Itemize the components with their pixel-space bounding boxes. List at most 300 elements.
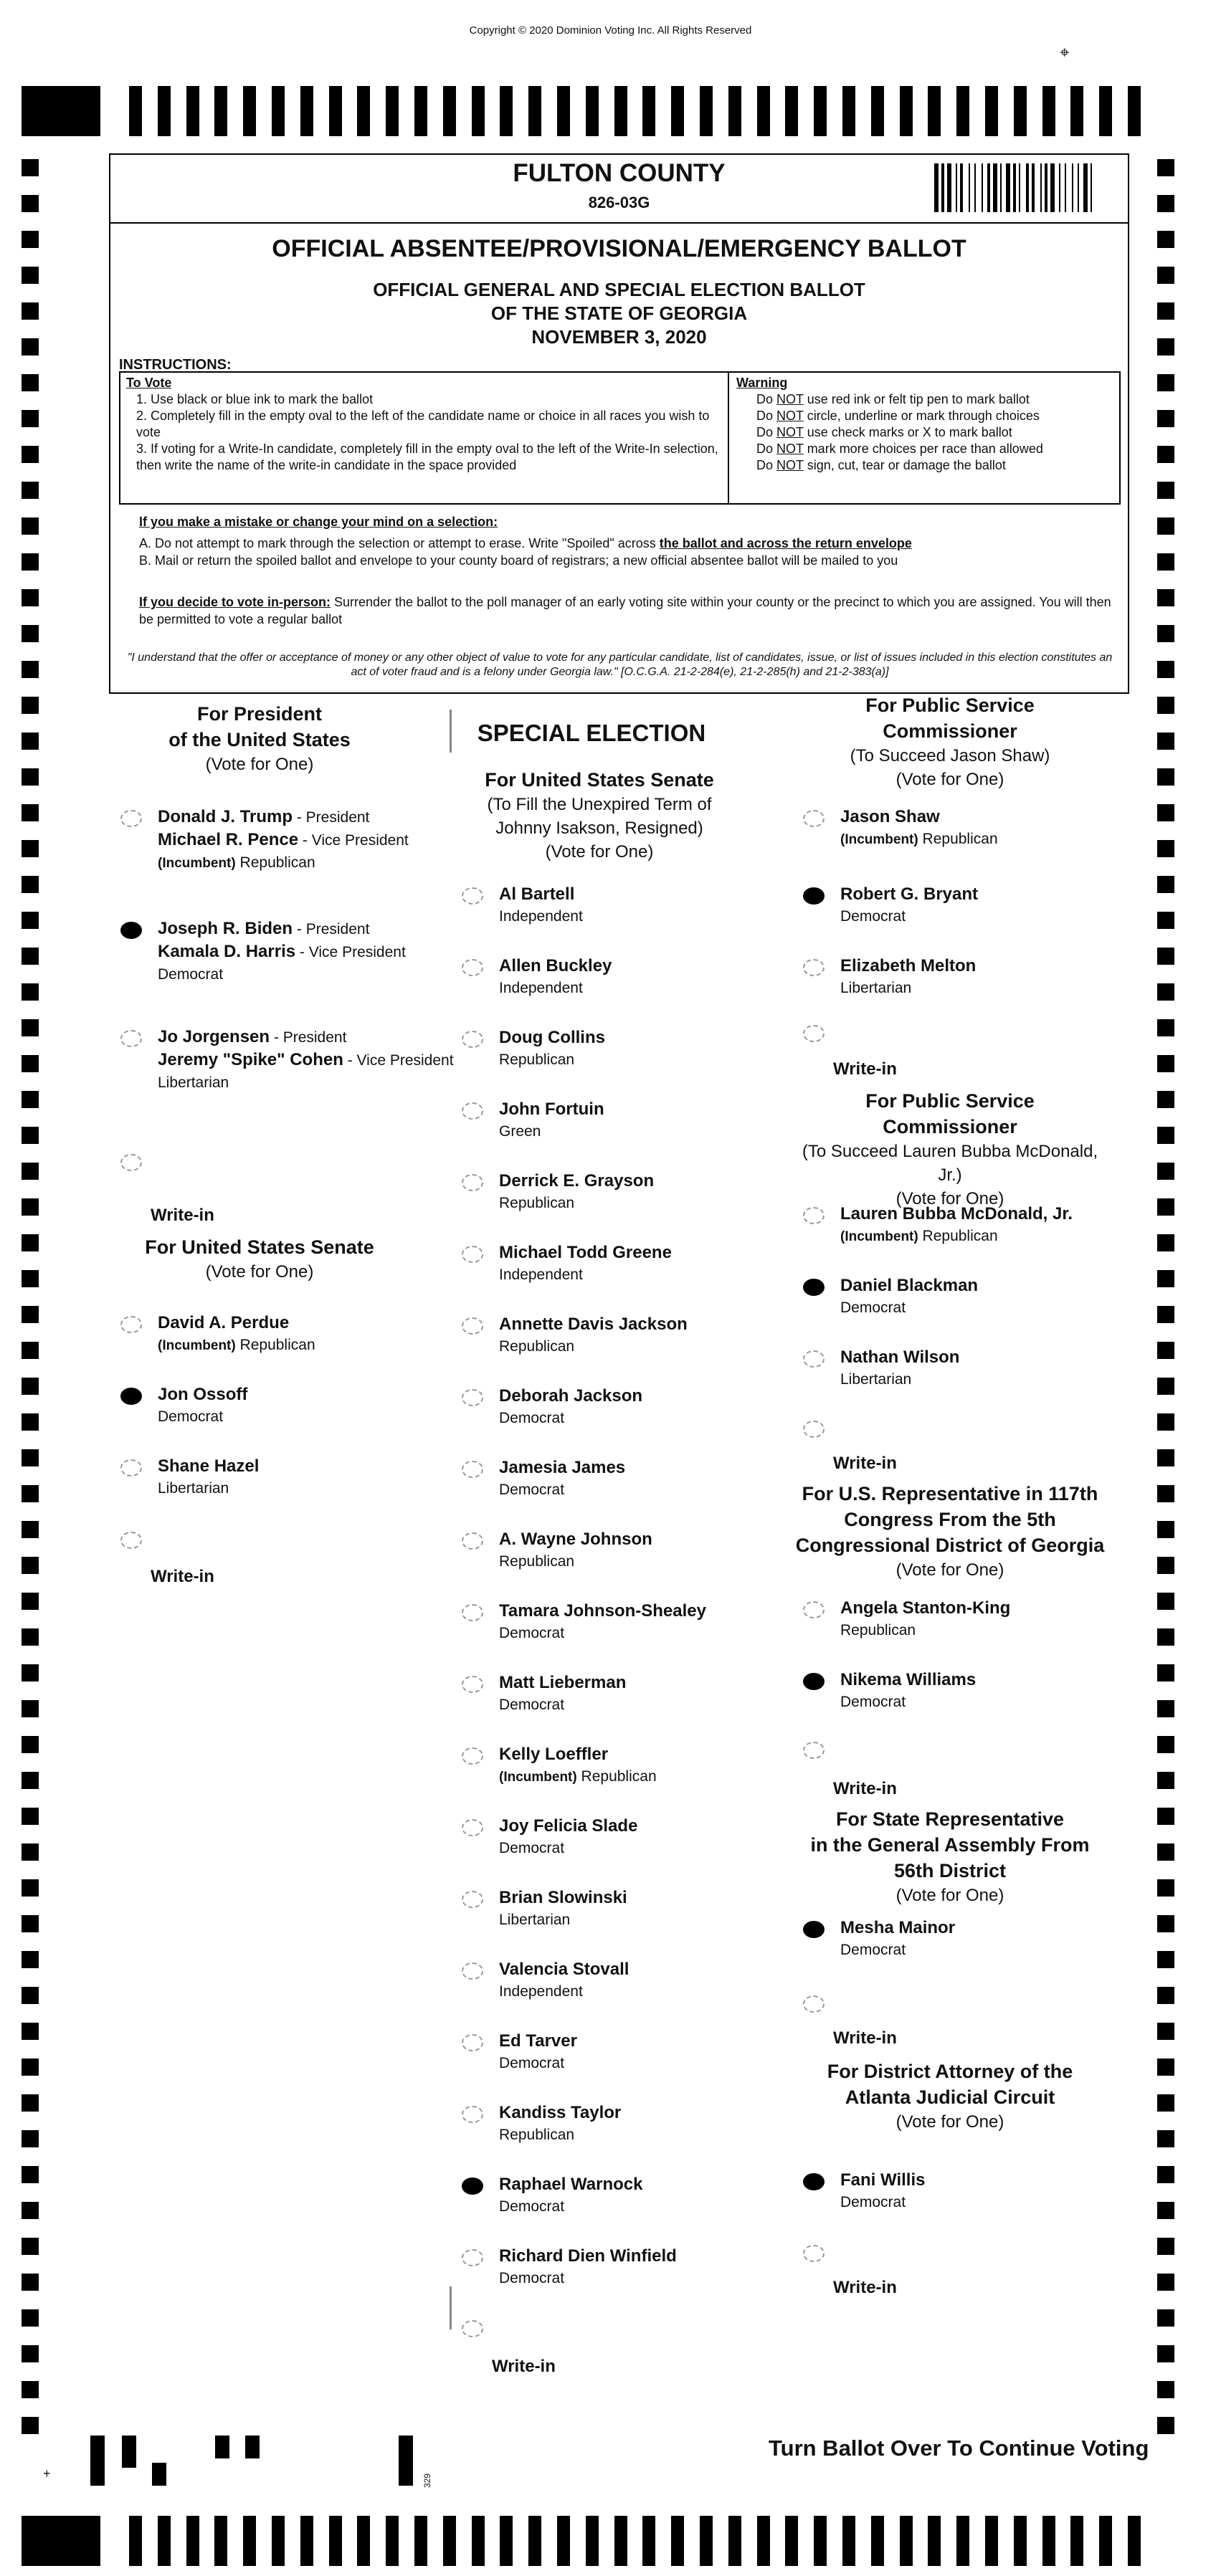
timing-mark: [22, 302, 39, 320]
candidate-name: Angela Stanton-King: [840, 1598, 1011, 1618]
timing-bar: [871, 86, 884, 136]
timing-bar: [928, 2516, 941, 2566]
timing-bar: [785, 86, 798, 136]
to-vote-instructions: To Vote 1. Use black or blue ink to mark the ballot 2. Completely fill in the empty oval to the left of the candidate name or choice in all races you wish to vote 3. If voting for a Write-In candidate, completely fill in the empty oval to the left of the Write-In selection, then write the name of the write-in candidate in the space provided: [120, 373, 729, 503]
timing-mark: [22, 1306, 39, 1323]
timing-marks-right: [1157, 159, 1174, 2431]
candidate-party: Democrat: [499, 1697, 565, 1713]
timing-bar: [129, 2516, 142, 2566]
timing-bar: [956, 2516, 969, 2566]
timing-mark: [1157, 661, 1174, 678]
candidate-party: Democrat: [499, 1840, 565, 1856]
barcode-bar: [969, 163, 970, 212]
candidate-name: Joy Felicia Slade: [499, 1816, 638, 1836]
candidate-party: Republican: [499, 1553, 575, 1570]
write-in-label[interactable]: Write-in: [833, 2278, 897, 2297]
candidate-label: [499, 1671, 626, 1716]
timing-bar: [528, 2516, 541, 2566]
candidate-party: (Incumbent) Republican: [840, 831, 998, 847]
write-in-label[interactable]: Write-in: [833, 1779, 897, 1798]
filled-oval[interactable]: [803, 1279, 825, 1296]
barcode-bar: [1072, 163, 1073, 212]
timing-mark: [1157, 1987, 1174, 2004]
candidate-label: [499, 1098, 604, 1142]
timing-mark: [122, 2436, 136, 2468]
write-in-oval[interactable]: [803, 1995, 825, 2013]
candidate-label: [499, 1026, 605, 1071]
timing-mark: [22, 625, 39, 642]
candidate-party: Democrat: [158, 966, 224, 983]
candidate-label: Jo Jorgensen - President Jeremy "Spike" Cohen - Vice President Libertarian: [158, 1026, 454, 1094]
candidate-label: [499, 883, 583, 927]
timing-mark: [1157, 1628, 1174, 1646]
timing-mark: [22, 1342, 39, 1359]
candidate-party: (Incumbent) Republican: [499, 1768, 657, 1785]
candidate-party: Independent: [499, 980, 583, 996]
timing-block: [22, 86, 100, 136]
empty-oval[interactable]: [462, 1676, 483, 1693]
incumbent-tag: (Incumbent): [158, 1338, 236, 1353]
write-in-oval[interactable]: [120, 1154, 142, 1171]
empty-oval[interactable]: [462, 959, 483, 976]
barcode-bar: [1059, 163, 1060, 212]
timing-mark: [22, 2345, 39, 2362]
timing-bar: [700, 2516, 713, 2566]
barcode-bar: [1065, 163, 1066, 212]
timing-bar: [243, 2516, 256, 2566]
timing-bar: [900, 86, 913, 136]
timing-mark: [22, 1772, 39, 1789]
candidate-label: [840, 1346, 959, 1390]
empty-oval[interactable]: [462, 1389, 483, 1406]
candidate-party: Independent: [499, 1266, 583, 1283]
write-in-oval[interactable]: [462, 2320, 483, 2337]
barcode-bar: [1000, 163, 1002, 212]
candidate-label: [499, 2102, 621, 2146]
write-in-label[interactable]: Write-in: [492, 2357, 556, 2376]
candidate-label: [499, 2030, 577, 2074]
timing-bar: [329, 2516, 342, 2566]
timing-mark: [1157, 1808, 1174, 1825]
ballot-code: 826-03G: [588, 194, 650, 211]
timing-mark: [1157, 338, 1174, 356]
timing-mark: [22, 876, 39, 893]
timing-mark: [1157, 553, 1174, 571]
candidate-party: (Incumbent) Republican: [158, 854, 315, 871]
race-title-senate: For United States Senate (Vote for One): [145, 1236, 374, 1282]
race-title-special_senate: For United States Senate (To Fill the Unexpired Term of Johnny Isakson, Resigned) (Vote for One): [485, 769, 714, 862]
candidate-party: Republican: [499, 2127, 575, 2143]
timing-mark: [1157, 2274, 1174, 2291]
filled-oval[interactable]: [803, 1921, 825, 1938]
incumbent-tag: (Incumbent): [840, 832, 918, 847]
timing-mark: [22, 267, 39, 284]
warning-item: Do NOT use check marks or X to mark ballot: [756, 425, 1012, 439]
empty-oval[interactable]: [462, 1962, 483, 1980]
write-in-label[interactable]: Write-in: [833, 1059, 897, 1079]
candidate-party: Democrat: [499, 2270, 565, 2286]
empty-oval[interactable]: [803, 1350, 825, 1368]
timing-mark: [90, 2436, 105, 2486]
timing-mark: [1157, 410, 1174, 427]
warning-item: Do NOT circle, underline or mark through choices: [756, 409, 1040, 423]
write-in-oval[interactable]: [120, 1532, 142, 1549]
barcode-bar: [960, 163, 963, 212]
timing-mark: [22, 697, 39, 714]
timing-mark: [22, 2094, 39, 2112]
timing-mark: [22, 231, 39, 248]
timing-mark: [1157, 697, 1174, 714]
barcode-bar: [1050, 163, 1055, 212]
timing-bar: [728, 86, 741, 136]
candidate-label: [499, 1600, 706, 1644]
empty-oval[interactable]: [462, 1604, 483, 1621]
timing-mark: [1157, 517, 1174, 535]
timing-mark: [1157, 267, 1174, 284]
candidate-name: Allen Buckley: [499, 956, 612, 975]
timing-mark: [22, 1163, 39, 1180]
warning-instructions: Warning Do NOT use red ink or felt tip pen to mark ballot Do NOT circle, underline or mark through choices Do NOT use check marks or X to mark ballot Do NOT mark more choices per race than allowed Do NOT sign, cut, tear or damage the ballot: [731, 373, 1119, 503]
copyright-notice: Copyright © 2020 Dominion Voting Inc. All Rights Reserved: [469, 24, 752, 37]
timing-mark: [1157, 1521, 1174, 1538]
timing-bar: [443, 2516, 456, 2566]
timing-mark: [22, 1987, 39, 2004]
timing-mark: [1157, 482, 1174, 499]
timing-mark: [1157, 2381, 1174, 2398]
timing-mark: [1157, 231, 1174, 248]
timing-mark: [22, 2417, 39, 2434]
candidate-label: [840, 1597, 1010, 1641]
timing-bar: [1099, 86, 1112, 136]
candidate-name: Jo Jorgensen: [158, 1027, 270, 1046]
candidate-name: Derrick E. Grayson: [499, 1171, 655, 1191]
timing-bar: [586, 2516, 599, 2566]
empty-oval[interactable]: [462, 1747, 483, 1765]
timing-mark: [1157, 589, 1174, 606]
timing-mark: [22, 1664, 39, 1681]
candidate-name: Ed Tarver: [499, 2031, 577, 2051]
timing-bar: [1099, 2516, 1112, 2566]
candidate-party: Democrat: [840, 908, 906, 925]
candidate-party: Republican: [499, 1195, 575, 1211]
timing-bar: [472, 2516, 485, 2566]
timing-bar: [871, 2516, 884, 2566]
candidate-name: Kelly Loeffler: [499, 1745, 609, 1764]
race-title-us_rep: For U.S. Representative in 117th Congress From the 5th Congressional District of Georgia (Vote for One): [795, 1483, 1105, 1580]
in-person-instructions: If you decide to vote in-person: Surrender the ballot to the poll manager of an early voting site within your county or the precinct to which you are assigned. You will then be permitted to vote a regular ballot: [139, 595, 1111, 626]
timing-mark: [22, 1628, 39, 1646]
timing-mark: [1157, 2417, 1174, 2434]
write-in-label[interactable]: Write-in: [151, 1206, 214, 1225]
filled-oval[interactable]: [462, 2177, 483, 2195]
incumbent-tag: (Incumbent): [840, 1229, 918, 1244]
empty-oval[interactable]: [462, 2034, 483, 2051]
candidate-label: [840, 1669, 976, 1713]
write-in-label[interactable]: Write-in: [833, 1454, 897, 1473]
candidate-name: A. Wayne Johnson: [499, 1530, 652, 1549]
timing-bar: [243, 86, 256, 136]
barcode-bar: [1006, 163, 1010, 212]
race-title-psc_shaw: For Public Service Commissioner (To Succeed Jason Shaw) (Vote for One): [850, 695, 1050, 789]
candidate-name: Fani Willis: [840, 2170, 926, 2190]
candidate-name: Brian Slowinski: [499, 1888, 627, 1907]
timing-mark: [22, 1808, 39, 1825]
empty-oval[interactable]: [462, 1317, 483, 1335]
timing-mark: [22, 2381, 39, 2398]
candidate-label: [840, 806, 998, 851]
barcode-bar: [974, 163, 976, 212]
candidate-label: [840, 1203, 1073, 1248]
timing-mark: [22, 733, 39, 750]
empty-oval[interactable]: [462, 1461, 483, 1478]
timing-mark: [1157, 1879, 1174, 1897]
candidate-name: Donald J. Trump: [158, 807, 293, 826]
timing-mark: [22, 1879, 39, 1897]
timing-mark: [1157, 1019, 1174, 1036]
timing-bar: [1128, 2516, 1141, 2566]
timing-mark: [22, 2059, 39, 2076]
candidate-party: Republican: [840, 1622, 916, 1638]
empty-oval[interactable]: [462, 1174, 483, 1191]
timing-mark: [1157, 1378, 1174, 1395]
timing-mark: [22, 1485, 39, 1502]
empty-oval[interactable]: [803, 810, 825, 827]
empty-oval[interactable]: [462, 1532, 483, 1550]
barcode-bar: [993, 163, 997, 212]
candidate-label: [840, 1274, 978, 1319]
candidate-label: [499, 1958, 629, 2003]
instructions-table: [119, 371, 1121, 505]
empty-oval[interactable]: [462, 1102, 483, 1120]
empty-oval[interactable]: [462, 1819, 483, 1836]
timing-bar: [842, 2516, 855, 2566]
timing-mark: [1157, 2309, 1174, 2327]
timing-bar: [956, 86, 969, 136]
sheet-number: 329: [422, 2473, 433, 2489]
timing-bar: [614, 86, 627, 136]
timing-mark: [1157, 1593, 1174, 1610]
timing-mark: [22, 482, 39, 499]
timing-bar: [186, 86, 199, 136]
candidate-name: Kandiss Taylor: [499, 2103, 622, 2122]
timing-mark: [1157, 2345, 1174, 2362]
candidate-label: [499, 955, 612, 999]
timing-mark: [1157, 446, 1174, 463]
candidate-name: Jamesia James: [499, 1458, 626, 1477]
race-title-state_rep: For State Representative in the General Assembly From 56th District (Vote for One): [810, 1808, 1090, 1905]
empty-oval[interactable]: [462, 887, 483, 905]
timing-mark: [1157, 1342, 1174, 1359]
column-divider: [450, 2286, 452, 2329]
filled-oval[interactable]: [803, 2173, 825, 2190]
candidate-party: Democrat: [840, 2194, 906, 2210]
timing-mark: [22, 589, 39, 606]
empty-oval[interactable]: [803, 959, 825, 976]
candidate-label: [158, 1383, 247, 1428]
warning-item: Do NOT use red ink or felt tip pen to mark ballot: [756, 392, 1030, 406]
candidate-name: Matt Lieberman: [499, 1673, 627, 1692]
write-in-oval[interactable]: [803, 1742, 825, 1759]
timing-mark: [22, 1234, 39, 1251]
barcode-bar: [1078, 163, 1079, 212]
timing-mark: [1157, 2094, 1174, 2112]
column-divider: [450, 710, 452, 753]
timing-mark: [22, 1413, 39, 1431]
barcode-bar: [1040, 163, 1042, 212]
timing-mark: [22, 1951, 39, 1968]
timing-bar: [158, 2516, 171, 2566]
candidate-party: Republican: [499, 1338, 575, 1355]
candidate-label: [840, 955, 976, 999]
candidate-party: Independent: [499, 908, 583, 925]
timing-block: [22, 2516, 100, 2566]
barcode-bar: [1032, 163, 1035, 212]
timing-bar: [728, 2516, 741, 2566]
candidate-party: Libertarian: [158, 1480, 229, 1497]
timing-bar: [500, 2516, 513, 2566]
timing-mark: [1157, 1163, 1174, 1180]
timing-bar: [1128, 86, 1141, 136]
timing-mark: [1157, 1127, 1174, 1144]
timing-bar: [1014, 2516, 1027, 2566]
timing-bar: [414, 86, 427, 136]
candidate-party: Libertarian: [499, 1912, 571, 1928]
instruction-item: 1. Use black or blue ink to mark the ballot: [136, 392, 374, 406]
barcode-bar: [934, 163, 939, 212]
timing-bar: [158, 86, 171, 136]
candidate-party: Libertarian: [840, 1371, 912, 1388]
empty-oval[interactable]: [120, 1030, 142, 1047]
filled-oval[interactable]: [803, 1673, 825, 1690]
candidate-name: David A. Perdue: [158, 1313, 290, 1332]
candidate-party: (Incumbent) Republican: [840, 1228, 998, 1244]
timing-mark: [1157, 1234, 1174, 1251]
timing-mark: [22, 1055, 39, 1072]
ballot-header: [109, 153, 1129, 694]
candidate-name: John Fortuin: [499, 1099, 604, 1119]
candidate-label: [840, 883, 978, 927]
candidate-label: [499, 2245, 677, 2289]
timing-bar: [614, 2516, 627, 2566]
barcode-bar: [956, 163, 957, 212]
running-mate-name: Michael R. Pence: [158, 830, 299, 849]
barcode-bar: [1083, 163, 1088, 212]
candidate-name: Annette Davis Jackson: [499, 1315, 688, 1334]
timing-mark: [1157, 302, 1174, 320]
ballot-title: OFFICIAL ABSENTEE/PROVISIONAL/EMERGENCY BALLOT: [272, 235, 966, 262]
timing-mark: [22, 1521, 39, 1538]
empty-oval[interactable]: [462, 1891, 483, 1908]
empty-oval[interactable]: [803, 1207, 825, 1224]
timing-mark: [152, 2463, 166, 2486]
incumbent-tag: (Incumbent): [499, 1770, 577, 1785]
timing-mark: [22, 517, 39, 535]
barcode-bar: [1091, 163, 1092, 212]
empty-oval[interactable]: [120, 810, 142, 827]
empty-oval[interactable]: [462, 2106, 483, 2123]
special-election-heading: SPECIAL ELECTION: [477, 720, 706, 746]
election-date: NOVEMBER 3, 2020: [531, 326, 707, 348]
timing-mark: [22, 338, 39, 356]
candidate-party: Democrat: [158, 1408, 224, 1425]
instructions-heading: INSTRUCTIONS:: [119, 357, 232, 373]
timing-mark: [22, 1198, 39, 1216]
timing-mark: [22, 912, 39, 929]
write-in-oval[interactable]: [803, 2245, 825, 2262]
timing-mark: [22, 768, 39, 786]
barcode-bar: [947, 163, 951, 212]
candidate-label: [158, 1455, 259, 1499]
timing-mark: [22, 1593, 39, 1610]
write-in-label[interactable]: Write-in: [833, 2028, 897, 2048]
empty-oval[interactable]: [120, 1459, 142, 1477]
candidate-name: Deborah Jackson: [499, 1386, 643, 1406]
timing-mark: [22, 410, 39, 427]
filled-oval[interactable]: [803, 887, 825, 905]
candidate-party: Libertarian: [840, 980, 912, 996]
candidate-name: Jason Shaw: [840, 807, 940, 826]
candidate-label: [158, 1312, 315, 1357]
candidate-name: Lauren Bubba McDonald, Jr.: [840, 1204, 1073, 1223]
timing-mark: [22, 553, 39, 571]
write-in-label[interactable]: Write-in: [151, 1567, 214, 1586]
empty-oval[interactable]: [462, 1246, 483, 1263]
candidate-party: Democrat: [499, 1410, 565, 1426]
candidate-name: Michael Todd Greene: [499, 1243, 672, 1262]
timing-mark: [22, 1843, 39, 1861]
timing-mark: [22, 804, 39, 821]
timing-bar: [785, 2516, 798, 2566]
timing-bar: [900, 2516, 913, 2566]
candidate-label: [499, 1385, 642, 1429]
timing-bar: [557, 2516, 570, 2566]
timing-bar: [414, 2516, 427, 2566]
write-in-oval[interactable]: [803, 1421, 825, 1438]
candidate-label: Joseph R. Biden - President Kamala D. Harris - Vice President Democrat: [158, 917, 406, 986]
timing-bar: [129, 86, 142, 136]
timing-bar: [272, 86, 285, 136]
empty-oval[interactable]: [803, 1601, 825, 1618]
registration-mark: ⌖: [1060, 43, 1070, 62]
timing-bar: [842, 86, 855, 136]
timing-mark: [22, 1700, 39, 1717]
empty-oval[interactable]: [120, 1316, 142, 1333]
timing-bar: [642, 2516, 655, 2566]
candidate-name: Shane Hazel: [158, 1456, 260, 1476]
timing-mark: [1157, 876, 1174, 893]
timing-bar: [700, 86, 713, 136]
candidate-label: [499, 1313, 688, 1358]
candidate-label: [499, 1241, 672, 1286]
timing-track-bottom: [22, 2516, 1140, 2566]
candidate-name: Richard Dien Winfield: [499, 2246, 677, 2266]
empty-oval[interactable]: [462, 2249, 483, 2266]
timing-mark: [1157, 1700, 1174, 1717]
candidate-label: [499, 1170, 654, 1214]
registration-mark: +: [43, 2466, 51, 2481]
filled-oval[interactable]: [120, 1388, 142, 1405]
candidate-name: Joseph R. Biden: [158, 919, 293, 938]
candidate-party: Libertarian: [158, 1074, 229, 1091]
empty-oval[interactable]: [462, 1031, 483, 1048]
race-title-psc_mcdonald: For Public Service Commissioner (To Succeed Lauren Bubba McDonald, Jr.) (Vote for One): [802, 1090, 1098, 1208]
timing-bar: [1014, 86, 1027, 136]
write-in-oval[interactable]: [803, 1025, 825, 1042]
candidate-name: Valencia Stovall: [499, 1960, 629, 1979]
timing-mark: [22, 195, 39, 212]
fraud-warning: "I understand that the offer or acceptance of money or any other object of value to vote for any particular candidate, list of candidates, issue, or list of issues included in this election constitutes an act of voter fraud and is a felony under Georgia law." [O.C.G.A. 21-2-284(e), 21-2-285(h) and 21-2-383(a)]: [127, 652, 1113, 678]
filled-oval[interactable]: [120, 922, 142, 939]
